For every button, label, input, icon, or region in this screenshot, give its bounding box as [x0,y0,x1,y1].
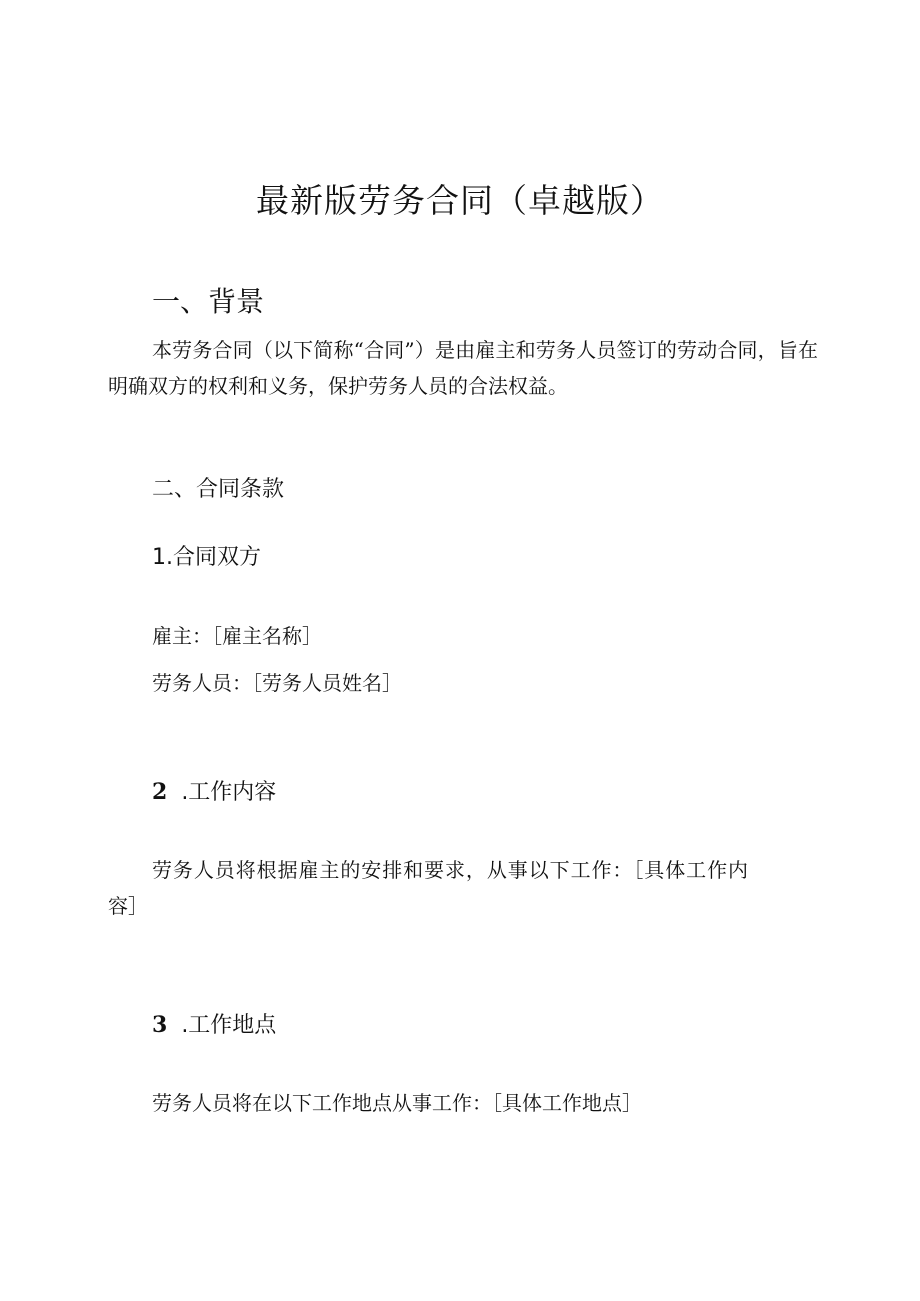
background-paragraph: 本劳务合同（以下简称“合同”）是由雇主和劳务人员签订的劳动合同，旨在明确双方的权利和义务，保护劳务人员的合法权益。 [108,338,818,398]
clause-number: 2 [152,779,168,805]
employer-line: 雇主：［雇主名称］ [152,624,322,648]
section-heading-terms: 二、合同条款 [152,477,285,502]
document-title: 最新版劳务合同（卓越版） [256,181,664,220]
clause-number: 3 [152,1012,168,1038]
section-heading-background: 一、背景 [152,285,265,318]
worker-line: 劳务人员：［劳务人员姓名］ [152,671,402,695]
work-location-paragraph: 劳务人员将在以下工作地点从事工作：［具体工作地点］ [152,1091,642,1115]
subheading-parties: 1.合同双方 [152,545,261,570]
subheading-work-content [152,775,276,810]
subheading-work-location [152,1008,276,1043]
work-content-paragraph: 劳务人员将根据雇主的安排和要求，从事以下工作：［具体工作内容］ [108,858,748,918]
clause-heading-text: .工作地点 [181,1013,277,1038]
clause-heading-text: .工作内容 [181,780,277,805]
